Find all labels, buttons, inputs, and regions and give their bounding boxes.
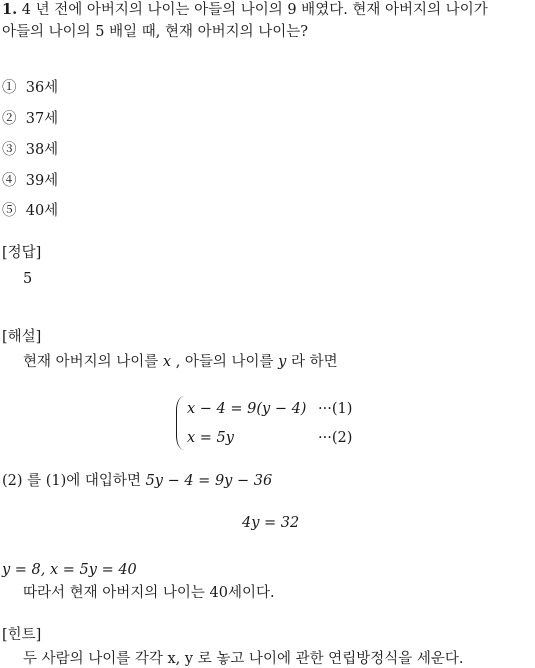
substitution-text: (2) 를 (1)에 대입하면 [2,473,141,489]
choice-marker: ④ [2,173,17,189]
equation-1: x − 4 = 9(y − 4) [187,401,307,417]
variable-x: x [162,354,172,370]
equation-1-tag: ···(1) [318,401,353,417]
problem-statement-line1 [2,3,488,18]
choice-4[interactable] [2,174,58,189]
equation-2-tag: ···(2) [318,430,353,446]
equation-2: x = 5y [187,430,234,446]
choice-text: 37세 [25,111,59,127]
choice-marker: ⑤ [2,203,17,219]
explanation-intro [23,355,338,370]
choice-5[interactable] [2,204,58,219]
problem-text-line2: 아들의 나이의 5 배일 때, 현재 아버지의 나이는? [2,24,308,40]
conclusion: 따라서 현재 아버지의 나이는 40세이다. [23,585,275,601]
problem-number: 1. [2,1,18,18]
intro-part-c: 라 하면 [290,354,338,370]
result-equation: 4y = 32 [242,515,300,531]
intro-part-a: 현재 아버지의 나이를 [23,354,159,370]
choice-2[interactable] [2,112,58,127]
problem-text-line1: 4 년 전에 아버지의 나이는 아들의 나이의 9 배였다. 현재 아버지의 나이가 [21,2,488,18]
substitution-expression: 5y − 4 = 9y − 36 [145,473,273,489]
choice-text: 38세 [25,142,59,158]
explanation-heading: [해설] [2,329,42,345]
choice-3[interactable] [2,143,58,158]
answer-value: 5 [23,271,33,287]
choice-marker: ② [2,111,17,127]
choice-text: 36세 [25,80,59,96]
hint-text: 두 사람의 나이를 각각 x, y 로 놓고 나이에 관한 연립방정식을 세운다. [23,651,464,667]
choice-text: 39세 [25,173,59,189]
choice-marker: ③ [2,142,17,158]
intro-part-b: , 아들의 나이를 [175,354,274,370]
solution-values: y = 8, x = 5y = 40 [2,562,137,578]
substitution-line [2,474,272,489]
choice-1[interactable] [2,81,58,96]
equation-system-brace [176,396,185,450]
variable-y: y [278,354,287,370]
choice-text: 40세 [25,203,59,219]
answer-heading: [정답] [2,245,42,261]
choice-marker: ① [2,80,17,96]
hint-heading: [힌트] [2,627,42,643]
